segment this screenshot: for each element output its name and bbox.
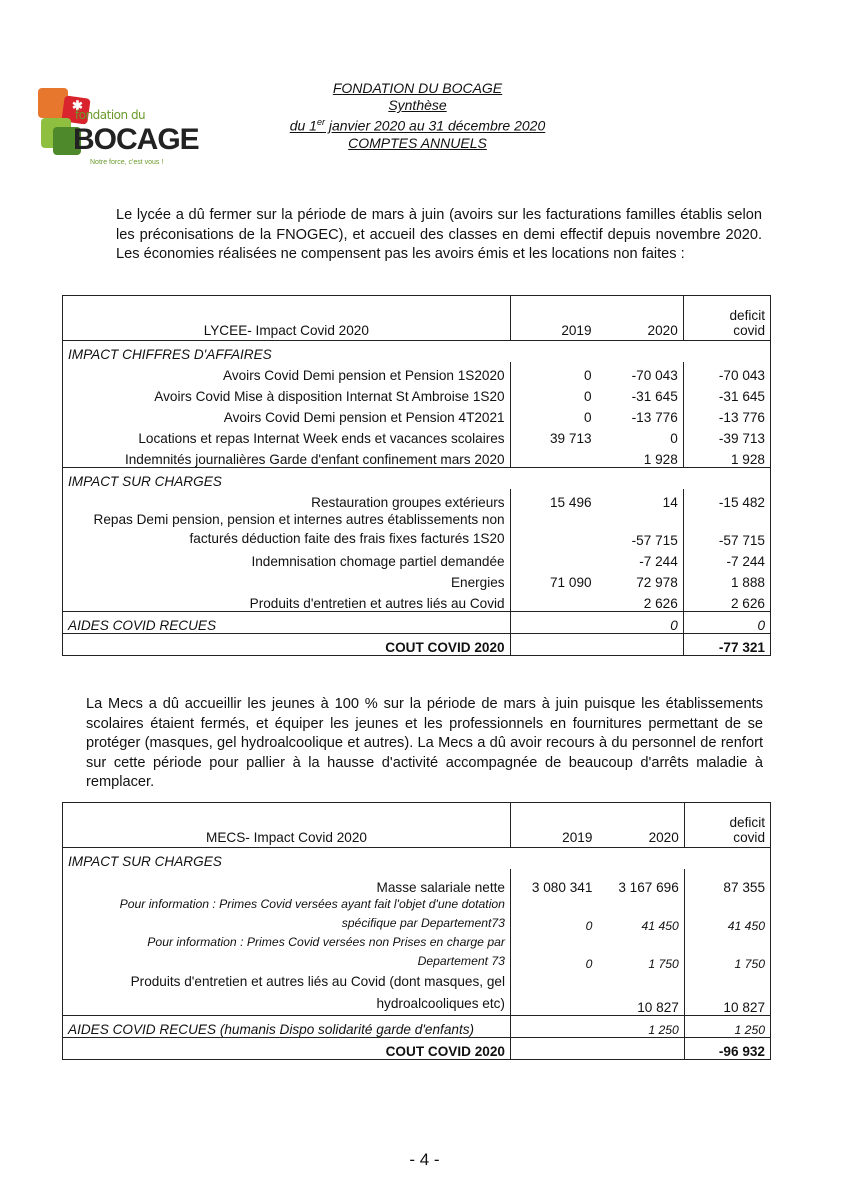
total-label: COUT COVID 2020 xyxy=(63,634,511,656)
section-row xyxy=(63,341,771,363)
row-label: Avoirs Covid Demi pension et Pension 4T2021 xyxy=(63,404,511,425)
cell-deficit: 10 827 xyxy=(723,1000,765,1015)
section-row xyxy=(63,468,771,490)
cell-2020: 1 250 xyxy=(597,1016,684,1038)
aides-label: AIDES COVID RECUES xyxy=(63,612,511,634)
cell-deficit: -57 715 xyxy=(718,533,765,548)
header-org: FONDATION DU BOCAGE xyxy=(332,80,503,96)
cell-2020: 72 978 xyxy=(597,569,684,590)
section-label: IMPACT SUR CHARGES xyxy=(63,848,771,870)
header-comptes: COMPTES ANNUELS xyxy=(348,134,487,151)
total-row xyxy=(63,634,771,656)
cell-2020: -13 776 xyxy=(597,404,684,425)
aides-label: AIDES COVID RECUES (humanis Dispo solidarité garde d'enfants) xyxy=(63,1016,511,1038)
row-label: Indemnités journalières Garde d'enfant confinement mars 2020 xyxy=(63,446,511,468)
cell-2019 xyxy=(510,548,596,569)
section-label: IMPACT SUR CHARGES xyxy=(63,468,771,490)
cell-deficit: 0 xyxy=(683,612,770,634)
cell-deficit: 1 750 xyxy=(734,957,765,971)
cell-2019 xyxy=(510,971,597,1016)
cell-2020: -7 244 xyxy=(597,548,684,569)
row-label: Avoirs Covid Mise à disposition Internat St Ambroise 1S20 xyxy=(63,383,511,404)
cell-2019 xyxy=(510,612,596,634)
cell-deficit: 1 250 xyxy=(684,1016,770,1038)
aides-row xyxy=(63,1016,771,1038)
table-header-row xyxy=(63,296,771,341)
row-label: Produits d'entretien et autres liés au Covid (dont masques, gel hydroalcooliques etc) xyxy=(63,971,511,1016)
logo-star-icon: ✱ xyxy=(72,98,83,113)
cell-2019: 0 xyxy=(584,368,592,383)
mecs-covid-table xyxy=(62,802,771,1060)
cell-2019: 0 xyxy=(585,919,593,933)
row-label: Locations et repas Internat Week ends et vacances scolaires xyxy=(63,425,511,446)
col-2019-header: 2019 xyxy=(562,830,593,845)
total-value: -96 932 xyxy=(684,1038,770,1060)
table-row xyxy=(63,425,771,446)
cell-2019 xyxy=(510,634,596,656)
cell-deficit: -31 645 xyxy=(718,389,765,404)
cell-2020: 1 750 xyxy=(597,933,684,971)
table-title: LYCEE- Impact Covid 2020 xyxy=(63,296,511,341)
table-row xyxy=(63,489,771,510)
cell-2020: -70 043 xyxy=(597,362,684,383)
table-row xyxy=(63,362,771,383)
cell-2020: 1 928 xyxy=(597,446,684,468)
row-label: Masse salariale nette xyxy=(63,869,511,895)
row-label: Indemnisation chomage partiel demandée xyxy=(63,548,511,569)
cell-2019: 15 496 xyxy=(549,495,592,510)
cell-2020 xyxy=(597,634,684,656)
section-label: IMPACT CHIFFRES D'AFFAIRES xyxy=(63,341,771,363)
cell-2019: 0 xyxy=(584,389,592,404)
row-label: Pour information : Primes Covid versées ayant fait l'objet d'une dotation spécifique par Departement73 xyxy=(63,895,511,933)
table-row xyxy=(63,569,771,590)
cell-2019 xyxy=(510,1038,597,1060)
cell-deficit: 41 450 xyxy=(727,919,765,933)
cell-2019 xyxy=(510,446,596,468)
logo-small-text: fondation du xyxy=(75,108,146,122)
cell-deficit: -70 043 xyxy=(718,368,765,383)
cell-2020: -57 715 xyxy=(597,510,684,548)
page-number: - 4 - xyxy=(409,1150,440,1169)
cell-2020: 3 167 696 xyxy=(597,869,684,895)
row-label: Restauration groupes extérieurs xyxy=(63,489,511,510)
table-row xyxy=(63,404,771,425)
mecs-intro-paragraph: La Mecs a dû accueillir les jeunes à 100 % sur la période de mars à juin puisque les établissements scolaires étaient fermés, et équiper les jeunes et les professionnels en fournitures permettant de se protéger (masques, gel hydroalcoolique et autres). La Mecs a dû avoir recours à du personnel de renfort sur cette période pour pallier à la hausse d'activité accompagnée de beaucoup d'arrêts maladie à remplacer. xyxy=(86,696,763,790)
total-value: -77 321 xyxy=(683,634,770,656)
cell-2020: 0 xyxy=(597,612,684,634)
logo-big-text: BOCAGE xyxy=(73,123,199,156)
cell-deficit: -39 713 xyxy=(718,431,765,446)
col-2019-header: 2019 xyxy=(561,323,592,338)
cell-2019 xyxy=(510,1016,597,1038)
cell-deficit: 87 355 xyxy=(723,880,765,895)
cell-2019: 39 713 xyxy=(549,431,592,446)
lycee-covid-table xyxy=(62,295,771,656)
cell-2019 xyxy=(510,590,596,612)
table-row xyxy=(63,383,771,404)
cell-2020: 41 450 xyxy=(597,895,684,933)
table-row xyxy=(63,510,771,548)
aides-row xyxy=(63,612,771,634)
col-deficit-header: deficit covid xyxy=(729,308,765,338)
cell-2020: 2 626 xyxy=(597,590,684,612)
fondation-logo xyxy=(35,85,210,175)
cell-2019: 71 090 xyxy=(549,575,592,590)
cell-2019: 0 xyxy=(584,410,592,425)
cell-2020: 0 xyxy=(597,425,684,446)
table-row xyxy=(63,446,771,468)
row-label: Pour information : Primes Covid versées non Prises en charge par Departement 73 xyxy=(63,933,511,971)
header-synthese: Synthèse xyxy=(388,97,447,113)
table-header-row xyxy=(63,803,771,848)
table-row xyxy=(63,590,771,612)
row-label: Avoirs Covid Demi pension et Pension 1S2020 xyxy=(63,362,511,383)
row-label: Energies xyxy=(63,569,511,590)
table-row xyxy=(63,869,771,895)
row-label: Produits d'entretien et autres liés au Covid xyxy=(63,590,511,612)
document-header xyxy=(270,80,565,152)
table-row xyxy=(63,895,771,933)
table-row xyxy=(63,933,771,971)
cell-2020 xyxy=(597,1038,684,1060)
cell-2020: 14 xyxy=(597,489,684,510)
table-row xyxy=(63,971,771,1016)
header-period: du 1er janvier 2020 au 31 décembre 2020 xyxy=(289,117,546,134)
cell-2019: 0 xyxy=(585,957,593,971)
cell-deficit: -7 244 xyxy=(726,554,765,569)
cell-2019: 3 080 341 xyxy=(531,880,593,895)
col-2020-header: 2020 xyxy=(597,803,684,848)
logo-tagline: Notre force, c'est vous ! xyxy=(90,159,164,166)
total-label: COUT COVID 2020 xyxy=(63,1038,511,1060)
total-row xyxy=(63,1038,771,1060)
cell-deficit: 1 928 xyxy=(730,452,765,467)
col-deficit-header: deficit covid xyxy=(729,815,765,845)
col-2020-header: 2020 xyxy=(597,296,684,341)
row-label: Repas Demi pension, pension et internes autres établissements non facturés déduction faite des frais fixes facturés 1S20 xyxy=(63,510,511,548)
cell-deficit: -15 482 xyxy=(718,495,765,510)
cell-deficit: 1 888 xyxy=(730,575,765,590)
cell-deficit: -13 776 xyxy=(718,410,765,425)
cell-2020: 10 827 xyxy=(597,971,684,1016)
table-row xyxy=(63,548,771,569)
cell-2019 xyxy=(510,510,596,548)
cell-2020: -31 645 xyxy=(597,383,684,404)
lycee-intro-paragraph: Le lycée a dû fermer sur la période de mars à juin (avoirs sur les facturations familles établis selon les préconisations de la FNOGEC), et accueil des classes en demi effectif depuis novembre 2020. Les économies réalisées ne compensent pas les avoirs émis et les locations non faites : xyxy=(116,207,762,262)
cell-deficit: 2 626 xyxy=(730,596,765,611)
table-title: MECS- Impact Covid 2020 xyxy=(63,803,511,848)
section-row xyxy=(63,848,771,870)
